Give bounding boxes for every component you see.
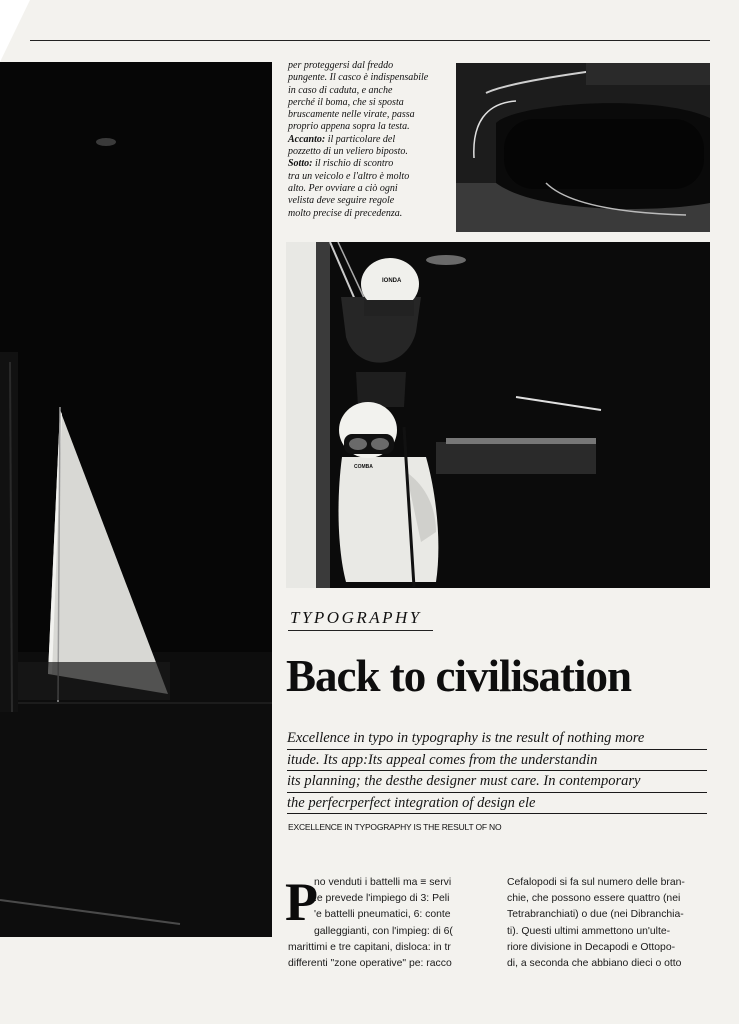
body-line: chie, che possono essere quattro (nei [507,893,681,905]
caption-line: alto. Per ovviare a ciò ogni [288,182,398,194]
body-line: di, a seconda che abbiano dieci o otto [507,958,682,970]
body-line: riore divisione in Decapodi e Ottopo- [507,941,676,953]
body-line: differenti "zone operative" pe: racco [288,958,452,970]
sailboat-photo [0,62,272,937]
caption-line: perché il boma, che si sposta [288,96,404,108]
deck-line: itude. Its app:Its appeal comes from the understandin [287,750,707,772]
section-kicker: TYPOGRAPHY [290,608,422,627]
photo-caption [288,60,458,220]
body-line: Cefalopodi si fa sul numero delle bran- [507,877,685,888]
caption-text: il particolare del [325,133,396,145]
helmet-bottom-label: COMBA [354,464,373,470]
article-deck [287,728,707,814]
caption-line: in caso di caduta, e anche [288,84,393,96]
body-line: .e prevede l'impiego di 3: Peli [314,893,450,905]
body-line: 'e battelli pneumatici, 6: conte [314,909,451,921]
body-line: galleggianti, con l'impieg: di 6( [314,925,453,937]
body-column-right [507,875,712,972]
caption-line: pozzetto di un veliero biposto. [288,146,408,158]
cockpit-photo [456,63,710,232]
drop-cap: P [285,872,318,932]
helmet-top-label: IONDA [382,278,402,284]
body-line: Tetrabranchiati) o due (nei Dibranchia- [507,909,684,921]
deck-line: its planning; the desthe designer must care. In contemporary [287,771,707,793]
caption-line: tra un veicolo e l'altro è molto [288,170,410,182]
caption-line: molto precise di precedenza. [288,207,403,219]
body-line: marittimi e tre capitani, disloca: in tr [288,941,451,953]
caption-line: pungente. Il casco è indispensabile [288,72,429,84]
caption-label-accanto: Accanto: [288,133,326,145]
article-subhead: EXCELLENCE IN TYPOGRAPHY IS THE RESULT OF NO [288,822,502,832]
kicker-rule [288,630,433,631]
body-line: no venduti i battelli ma ≡ servi [314,877,452,888]
caption-line: proprio appena sopra la testa. [288,121,410,133]
caption-text: il rischio di scontro [312,158,394,170]
caption-line: velista deve seguire regole [288,195,395,207]
article-headline: Back to civilisation [286,651,632,701]
caption-line: per proteggersi dal freddo [288,60,394,71]
body-line: ti). Questi ultimi ammettono un'ulte- [507,925,671,937]
body-column-left [288,875,490,972]
caption-line: bruscamente nelle virate, passa [288,109,415,121]
top-rule [30,40,710,41]
page-corner [0,0,30,62]
caption-label-sotto: Sotto: [288,158,313,170]
helmets-photo [286,242,710,588]
deck-line: Excellence in typo in typography is tne result of nothing more [287,728,707,750]
deck-line: the perfecrperfect integration of design ele [287,793,707,815]
